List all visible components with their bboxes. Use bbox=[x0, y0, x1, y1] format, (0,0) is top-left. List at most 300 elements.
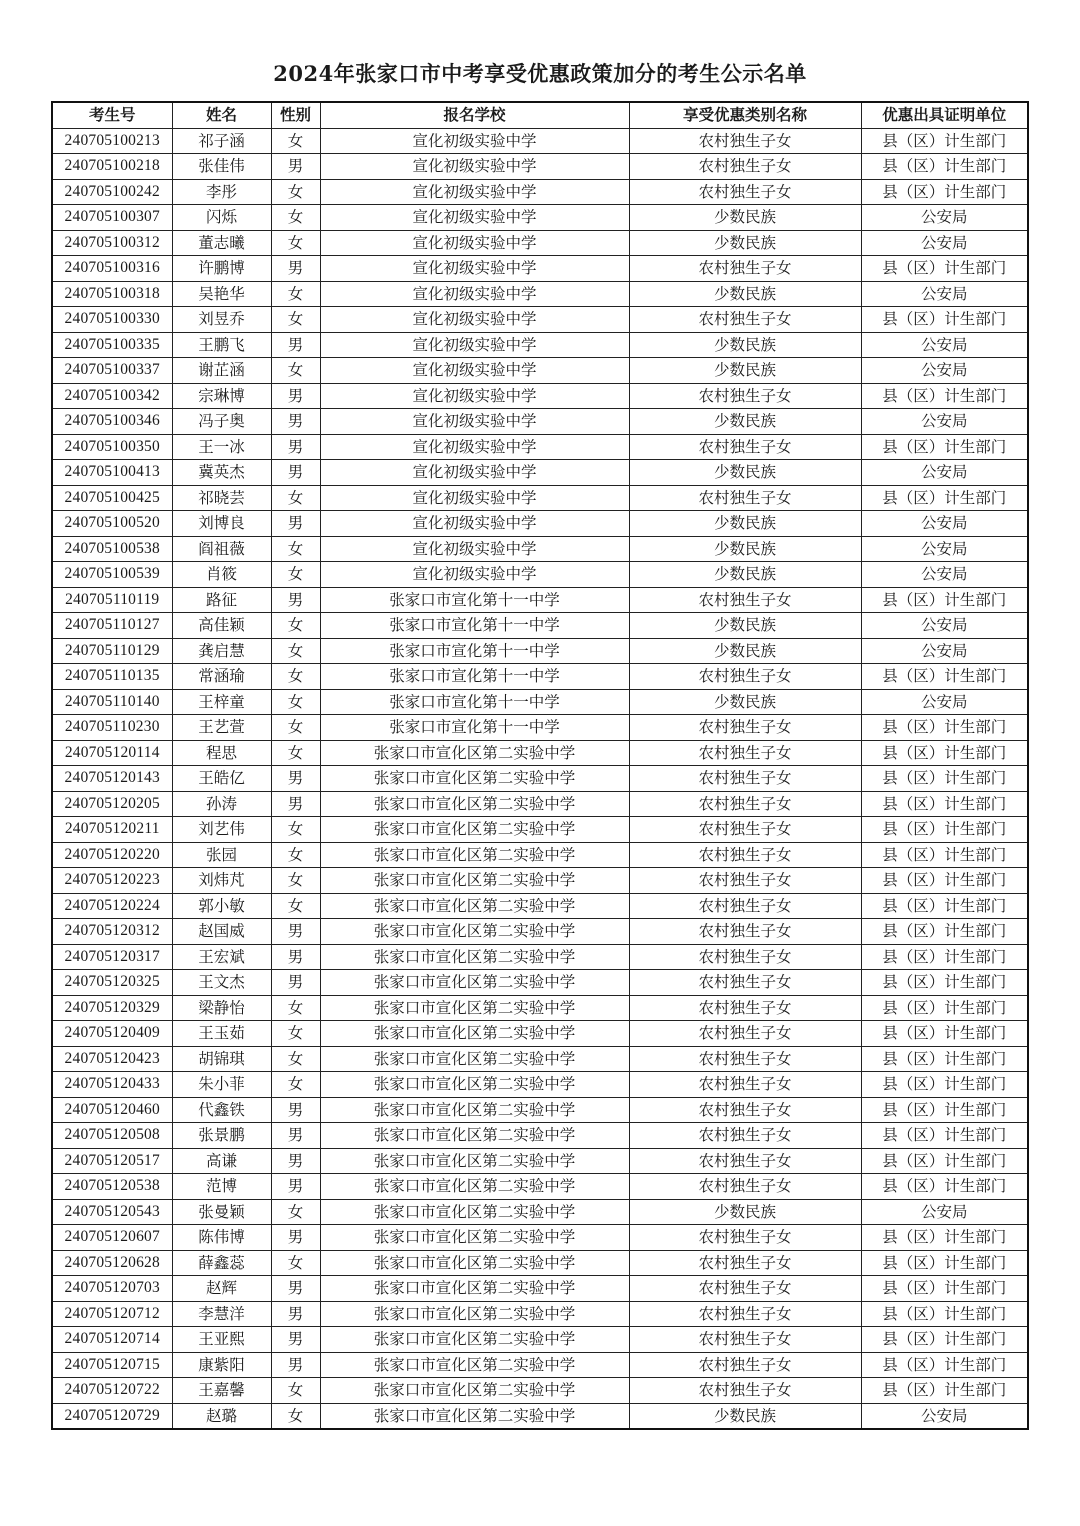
cell-name: 王艺萱 bbox=[172, 715, 271, 741]
cell-school: 宣化初级实验中学 bbox=[320, 205, 629, 231]
table-row bbox=[52, 817, 1028, 843]
cell-issuer: 县（区）计生部门 bbox=[861, 434, 1028, 460]
cell-issuer: 公安局 bbox=[861, 460, 1028, 486]
cell-gender: 女 bbox=[271, 817, 320, 843]
cell-name: 闪烁 bbox=[172, 205, 271, 231]
cell-gender: 男 bbox=[271, 434, 320, 460]
cell-name: 李彤 bbox=[172, 179, 271, 205]
cell-school: 张家口市宣化区第二实验中学 bbox=[320, 1352, 629, 1378]
cell-category: 农村独生子女 bbox=[629, 740, 861, 766]
cell-exam-id: 240705100213 bbox=[52, 128, 172, 154]
cell-gender: 男 bbox=[271, 383, 320, 409]
table-row bbox=[52, 179, 1028, 205]
cell-gender: 女 bbox=[271, 740, 320, 766]
cell-gender: 男 bbox=[271, 1301, 320, 1327]
cell-exam-id: 240705100318 bbox=[52, 281, 172, 307]
cell-name: 谢芷涵 bbox=[172, 358, 271, 384]
cell-school: 张家口市宣化区第二实验中学 bbox=[320, 766, 629, 792]
cell-category: 少数民族 bbox=[629, 230, 861, 256]
cell-school: 张家口市宣化区第二实验中学 bbox=[320, 1046, 629, 1072]
cell-school: 张家口市宣化第十一中学 bbox=[320, 664, 629, 690]
cell-exam-id: 240705100307 bbox=[52, 205, 172, 231]
cell-exam-id: 240705120409 bbox=[52, 1021, 172, 1047]
cell-issuer: 县（区）计生部门 bbox=[861, 868, 1028, 894]
cell-exam-id: 240705110135 bbox=[52, 664, 172, 690]
table-row bbox=[52, 536, 1028, 562]
cell-gender: 男 bbox=[271, 1123, 320, 1149]
cell-issuer: 县（区）计生部门 bbox=[861, 154, 1028, 180]
cell-name: 冀英杰 bbox=[172, 460, 271, 486]
table-row bbox=[52, 919, 1028, 945]
cell-school: 宣化初级实验中学 bbox=[320, 307, 629, 333]
table-row bbox=[52, 664, 1028, 690]
cell-name: 王梓童 bbox=[172, 689, 271, 715]
cell-gender: 男 bbox=[271, 1174, 320, 1200]
cell-name: 刘博良 bbox=[172, 511, 271, 537]
cell-name: 祁晓芸 bbox=[172, 485, 271, 511]
cell-school: 张家口市宣化区第二实验中学 bbox=[320, 1301, 629, 1327]
cell-school: 张家口市宣化第十一中学 bbox=[320, 689, 629, 715]
cell-gender: 女 bbox=[271, 715, 320, 741]
cell-issuer: 公安局 bbox=[861, 1199, 1028, 1225]
cell-exam-id: 240705120628 bbox=[52, 1250, 172, 1276]
cell-issuer: 县（区）计生部门 bbox=[861, 1097, 1028, 1123]
cell-school: 张家口市宣化区第二实验中学 bbox=[320, 1174, 629, 1200]
cell-school: 宣化初级实验中学 bbox=[320, 460, 629, 486]
header-category: 享受优惠类别名称 bbox=[629, 102, 861, 128]
cell-gender: 男 bbox=[271, 332, 320, 358]
table-row bbox=[52, 1123, 1028, 1149]
cell-exam-id: 240705100346 bbox=[52, 409, 172, 435]
cell-name: 王嘉馨 bbox=[172, 1378, 271, 1404]
cell-exam-id: 240705120538 bbox=[52, 1174, 172, 1200]
cell-category: 少数民族 bbox=[629, 1199, 861, 1225]
cell-name: 冯子奥 bbox=[172, 409, 271, 435]
table-row bbox=[52, 281, 1028, 307]
table-row bbox=[52, 1174, 1028, 1200]
cell-school: 张家口市宣化区第二实验中学 bbox=[320, 740, 629, 766]
cell-school: 张家口市宣化区第二实验中学 bbox=[320, 1097, 629, 1123]
cell-exam-id: 240705120543 bbox=[52, 1199, 172, 1225]
cell-issuer: 县（区）计生部门 bbox=[861, 1046, 1028, 1072]
cell-school: 张家口市宣化区第二实验中学 bbox=[320, 1148, 629, 1174]
cell-exam-id: 240705120223 bbox=[52, 868, 172, 894]
cell-gender: 男 bbox=[271, 154, 320, 180]
cell-gender: 女 bbox=[271, 562, 320, 588]
table-row bbox=[52, 944, 1028, 970]
cell-name: 梁静怡 bbox=[172, 995, 271, 1021]
cell-gender: 男 bbox=[271, 460, 320, 486]
cell-issuer: 县（区）计生部门 bbox=[861, 485, 1028, 511]
cell-exam-id: 240705120508 bbox=[52, 1123, 172, 1149]
cell-issuer: 公安局 bbox=[861, 1403, 1028, 1429]
table-row bbox=[52, 562, 1028, 588]
cell-gender: 女 bbox=[271, 893, 320, 919]
cell-exam-id: 240705120205 bbox=[52, 791, 172, 817]
cell-issuer: 公安局 bbox=[861, 230, 1028, 256]
cell-category: 少数民族 bbox=[629, 281, 861, 307]
cell-exam-id: 240705120517 bbox=[52, 1148, 172, 1174]
cell-issuer: 县（区）计生部门 bbox=[861, 1021, 1028, 1047]
cell-category: 少数民族 bbox=[629, 358, 861, 384]
cell-issuer: 县（区）计生部门 bbox=[861, 766, 1028, 792]
cell-category: 农村独生子女 bbox=[629, 1301, 861, 1327]
cell-name: 王一冰 bbox=[172, 434, 271, 460]
cell-name: 赵璐 bbox=[172, 1403, 271, 1429]
cell-name: 张佳伟 bbox=[172, 154, 271, 180]
cell-exam-id: 240705100335 bbox=[52, 332, 172, 358]
cell-category: 农村独生子女 bbox=[629, 383, 861, 409]
cell-school: 张家口市宣化区第二实验中学 bbox=[320, 1327, 629, 1353]
cell-gender: 男 bbox=[271, 970, 320, 996]
cell-name: 王文杰 bbox=[172, 970, 271, 996]
cell-exam-id: 240705120729 bbox=[52, 1403, 172, 1429]
cell-category: 农村独生子女 bbox=[629, 1123, 861, 1149]
table-row bbox=[52, 434, 1028, 460]
cell-gender: 男 bbox=[271, 587, 320, 613]
cell-school: 张家口市宣化区第二实验中学 bbox=[320, 868, 629, 894]
cell-school: 张家口市宣化第十一中学 bbox=[320, 638, 629, 664]
cell-issuer: 县（区）计生部门 bbox=[861, 1301, 1028, 1327]
cell-name: 刘昱乔 bbox=[172, 307, 271, 333]
cell-school: 宣化初级实验中学 bbox=[320, 281, 629, 307]
cell-issuer: 县（区）计生部门 bbox=[861, 842, 1028, 868]
cell-gender: 女 bbox=[271, 1250, 320, 1276]
cell-gender: 男 bbox=[271, 1352, 320, 1378]
cell-category: 农村独生子女 bbox=[629, 307, 861, 333]
cell-category: 少数民族 bbox=[629, 613, 861, 639]
table-row bbox=[52, 1378, 1028, 1404]
cell-school: 张家口市宣化区第二实验中学 bbox=[320, 1123, 629, 1149]
cell-exam-id: 240705100218 bbox=[52, 154, 172, 180]
cell-name: 许鹏博 bbox=[172, 256, 271, 282]
cell-school: 宣化初级实验中学 bbox=[320, 485, 629, 511]
cell-school: 宣化初级实验中学 bbox=[320, 358, 629, 384]
cell-exam-id: 240705120211 bbox=[52, 817, 172, 843]
cell-issuer: 县（区）计生部门 bbox=[861, 128, 1028, 154]
cell-issuer: 县（区）计生部门 bbox=[861, 1276, 1028, 1302]
cell-category: 少数民族 bbox=[629, 409, 861, 435]
table-row bbox=[52, 256, 1028, 282]
table-row bbox=[52, 970, 1028, 996]
cell-exam-id: 240705120433 bbox=[52, 1072, 172, 1098]
cell-name: 肖筱 bbox=[172, 562, 271, 588]
table-row bbox=[52, 154, 1028, 180]
cell-issuer: 县（区）计生部门 bbox=[861, 179, 1028, 205]
cell-name: 胡锦琪 bbox=[172, 1046, 271, 1072]
table-row bbox=[52, 1199, 1028, 1225]
roster-table bbox=[51, 101, 1029, 1430]
cell-gender: 女 bbox=[271, 1199, 320, 1225]
page-title: 2024年张家口市中考享受优惠政策加分的考生公示名单 bbox=[273, 61, 807, 86]
cell-issuer: 公安局 bbox=[861, 562, 1028, 588]
cell-gender: 女 bbox=[271, 1403, 320, 1429]
cell-exam-id: 240705110129 bbox=[52, 638, 172, 664]
table-row bbox=[52, 205, 1028, 231]
header-exam-id: 考生号 bbox=[52, 102, 172, 128]
table-row bbox=[52, 511, 1028, 537]
cell-school: 张家口市宣化第十一中学 bbox=[320, 613, 629, 639]
cell-exam-id: 240705100413 bbox=[52, 460, 172, 486]
cell-gender: 男 bbox=[271, 919, 320, 945]
cell-category: 农村独生子女 bbox=[629, 434, 861, 460]
cell-category: 农村独生子女 bbox=[629, 664, 861, 690]
cell-exam-id: 240705120722 bbox=[52, 1378, 172, 1404]
cell-name: 董志曦 bbox=[172, 230, 271, 256]
cell-name: 赵辉 bbox=[172, 1276, 271, 1302]
cell-school: 宣化初级实验中学 bbox=[320, 230, 629, 256]
cell-issuer: 公安局 bbox=[861, 409, 1028, 435]
table-row bbox=[52, 1352, 1028, 1378]
table-row bbox=[52, 1148, 1028, 1174]
table-row bbox=[52, 1097, 1028, 1123]
cell-exam-id: 240705120317 bbox=[52, 944, 172, 970]
table-header-row bbox=[52, 102, 1028, 128]
cell-gender: 女 bbox=[271, 689, 320, 715]
cell-category: 农村独生子女 bbox=[629, 1327, 861, 1353]
cell-gender: 女 bbox=[271, 205, 320, 231]
cell-school: 宣化初级实验中学 bbox=[320, 511, 629, 537]
cell-exam-id: 240705120460 bbox=[52, 1097, 172, 1123]
cell-school: 张家口市宣化区第二实验中学 bbox=[320, 1250, 629, 1276]
cell-school: 张家口市宣化区第二实验中学 bbox=[320, 1378, 629, 1404]
cell-exam-id: 240705120114 bbox=[52, 740, 172, 766]
cell-name: 刘艺伟 bbox=[172, 817, 271, 843]
cell-gender: 女 bbox=[271, 485, 320, 511]
table-row bbox=[52, 995, 1028, 1021]
cell-issuer: 公安局 bbox=[861, 205, 1028, 231]
cell-category: 农村独生子女 bbox=[629, 128, 861, 154]
cell-name: 阎祖薇 bbox=[172, 536, 271, 562]
cell-gender: 女 bbox=[271, 230, 320, 256]
cell-name: 薛鑫蕊 bbox=[172, 1250, 271, 1276]
cell-gender: 女 bbox=[271, 179, 320, 205]
cell-name: 程思 bbox=[172, 740, 271, 766]
cell-name: 路征 bbox=[172, 587, 271, 613]
table-row bbox=[52, 715, 1028, 741]
cell-school: 张家口市宣化区第二实验中学 bbox=[320, 1021, 629, 1047]
cell-name: 王亚熙 bbox=[172, 1327, 271, 1353]
table-row bbox=[52, 613, 1028, 639]
cell-name: 宗琳博 bbox=[172, 383, 271, 409]
cell-school: 宣化初级实验中学 bbox=[320, 434, 629, 460]
cell-category: 农村独生子女 bbox=[629, 766, 861, 792]
cell-gender: 女 bbox=[271, 664, 320, 690]
cell-school: 宣化初级实验中学 bbox=[320, 154, 629, 180]
cell-exam-id: 240705110230 bbox=[52, 715, 172, 741]
cell-school: 张家口市宣化区第二实验中学 bbox=[320, 893, 629, 919]
cell-issuer: 县（区）计生部门 bbox=[861, 944, 1028, 970]
cell-name: 祁子涵 bbox=[172, 128, 271, 154]
cell-category: 农村独生子女 bbox=[629, 817, 861, 843]
table-row bbox=[52, 1046, 1028, 1072]
cell-school: 宣化初级实验中学 bbox=[320, 128, 629, 154]
cell-exam-id: 240705100539 bbox=[52, 562, 172, 588]
cell-category: 农村独生子女 bbox=[629, 1276, 861, 1302]
cell-school: 张家口市宣化区第二实验中学 bbox=[320, 791, 629, 817]
cell-category: 农村独生子女 bbox=[629, 1148, 861, 1174]
cell-school: 张家口市宣化区第二实验中学 bbox=[320, 995, 629, 1021]
cell-school: 张家口市宣化区第二实验中学 bbox=[320, 919, 629, 945]
cell-exam-id: 240705120224 bbox=[52, 893, 172, 919]
cell-school: 张家口市宣化区第二实验中学 bbox=[320, 842, 629, 868]
table-row bbox=[52, 332, 1028, 358]
cell-category: 农村独生子女 bbox=[629, 1046, 861, 1072]
table-row bbox=[52, 1072, 1028, 1098]
cell-category: 农村独生子女 bbox=[629, 1378, 861, 1404]
cell-category: 少数民族 bbox=[629, 638, 861, 664]
cell-gender: 女 bbox=[271, 358, 320, 384]
cell-school: 宣化初级实验中学 bbox=[320, 383, 629, 409]
cell-issuer: 县（区）计生部门 bbox=[861, 893, 1028, 919]
cell-exam-id: 240705100538 bbox=[52, 536, 172, 562]
table-row bbox=[52, 638, 1028, 664]
cell-school: 宣化初级实验中学 bbox=[320, 536, 629, 562]
cell-issuer: 县（区）计生部门 bbox=[861, 1225, 1028, 1251]
cell-gender: 女 bbox=[271, 638, 320, 664]
cell-exam-id: 240705110119 bbox=[52, 587, 172, 613]
table-row bbox=[52, 791, 1028, 817]
cell-exam-id: 240705120329 bbox=[52, 995, 172, 1021]
cell-gender: 男 bbox=[271, 1148, 320, 1174]
cell-category: 农村独生子女 bbox=[629, 970, 861, 996]
cell-gender: 女 bbox=[271, 1021, 320, 1047]
cell-name: 王玉茹 bbox=[172, 1021, 271, 1047]
table-row bbox=[52, 1250, 1028, 1276]
cell-gender: 女 bbox=[271, 1072, 320, 1098]
cell-category: 少数民族 bbox=[629, 689, 861, 715]
cell-exam-id: 240705100330 bbox=[52, 307, 172, 333]
cell-category: 少数民族 bbox=[629, 205, 861, 231]
cell-issuer: 公安局 bbox=[861, 536, 1028, 562]
cell-exam-id: 240705110127 bbox=[52, 613, 172, 639]
cell-name: 代鑫铁 bbox=[172, 1097, 271, 1123]
cell-school: 张家口市宣化区第二实验中学 bbox=[320, 817, 629, 843]
cell-name: 陈伟博 bbox=[172, 1225, 271, 1251]
cell-category: 农村独生子女 bbox=[629, 919, 861, 945]
cell-issuer: 县（区）计生部门 bbox=[861, 1352, 1028, 1378]
table-row bbox=[52, 689, 1028, 715]
cell-category: 少数民族 bbox=[629, 536, 861, 562]
cell-issuer: 县（区）计生部门 bbox=[861, 1072, 1028, 1098]
cell-exam-id: 240705120712 bbox=[52, 1301, 172, 1327]
cell-category: 少数民族 bbox=[629, 332, 861, 358]
cell-school: 宣化初级实验中学 bbox=[320, 179, 629, 205]
table-row bbox=[52, 842, 1028, 868]
cell-name: 赵国威 bbox=[172, 919, 271, 945]
cell-gender: 男 bbox=[271, 1276, 320, 1302]
cell-category: 农村独生子女 bbox=[629, 587, 861, 613]
cell-category: 少数民族 bbox=[629, 511, 861, 537]
cell-exam-id: 240705100337 bbox=[52, 358, 172, 384]
cell-name: 郭小敏 bbox=[172, 893, 271, 919]
table-row bbox=[52, 1021, 1028, 1047]
table-row bbox=[52, 358, 1028, 384]
cell-gender: 女 bbox=[271, 307, 320, 333]
cell-category: 少数民族 bbox=[629, 1403, 861, 1429]
table-row bbox=[52, 766, 1028, 792]
cell-gender: 女 bbox=[271, 1378, 320, 1404]
cell-name: 张曼颖 bbox=[172, 1199, 271, 1225]
cell-issuer: 县（区）计生部门 bbox=[861, 715, 1028, 741]
cell-category: 农村独生子女 bbox=[629, 1352, 861, 1378]
cell-exam-id: 240705100350 bbox=[52, 434, 172, 460]
cell-school: 张家口市宣化区第二实验中学 bbox=[320, 1199, 629, 1225]
cell-category: 农村独生子女 bbox=[629, 154, 861, 180]
cell-category: 农村独生子女 bbox=[629, 485, 861, 511]
cell-school: 张家口市宣化区第二实验中学 bbox=[320, 970, 629, 996]
table-row bbox=[52, 740, 1028, 766]
cell-exam-id: 240705100520 bbox=[52, 511, 172, 537]
cell-gender: 男 bbox=[271, 766, 320, 792]
cell-issuer: 县（区）计生部门 bbox=[861, 1148, 1028, 1174]
cell-issuer: 县（区）计生部门 bbox=[861, 791, 1028, 817]
cell-issuer: 县（区）计生部门 bbox=[861, 1250, 1028, 1276]
table-row bbox=[52, 868, 1028, 894]
cell-category: 农村独生子女 bbox=[629, 995, 861, 1021]
cell-name: 常涵瑜 bbox=[172, 664, 271, 690]
cell-name: 康紫阳 bbox=[172, 1352, 271, 1378]
cell-school: 张家口市宣化区第二实验中学 bbox=[320, 1072, 629, 1098]
cell-gender: 男 bbox=[271, 256, 320, 282]
cell-category: 农村独生子女 bbox=[629, 715, 861, 741]
cell-exam-id: 240705100316 bbox=[52, 256, 172, 282]
cell-name: 高谦 bbox=[172, 1148, 271, 1174]
cell-category: 农村独生子女 bbox=[629, 1097, 861, 1123]
table-row bbox=[52, 485, 1028, 511]
cell-gender: 男 bbox=[271, 1225, 320, 1251]
cell-gender: 男 bbox=[271, 944, 320, 970]
header-school: 报名学校 bbox=[320, 102, 629, 128]
cell-school: 宣化初级实验中学 bbox=[320, 562, 629, 588]
cell-gender: 女 bbox=[271, 613, 320, 639]
cell-gender: 男 bbox=[271, 409, 320, 435]
cell-category: 农村独生子女 bbox=[629, 1072, 861, 1098]
cell-issuer: 公安局 bbox=[861, 281, 1028, 307]
cell-name: 范博 bbox=[172, 1174, 271, 1200]
cell-issuer: 公安局 bbox=[861, 332, 1028, 358]
cell-category: 农村独生子女 bbox=[629, 1174, 861, 1200]
cell-name: 孙涛 bbox=[172, 791, 271, 817]
cell-issuer: 县（区）计生部门 bbox=[861, 1378, 1028, 1404]
cell-school: 张家口市宣化区第二实验中学 bbox=[320, 1403, 629, 1429]
cell-category: 农村独生子女 bbox=[629, 868, 861, 894]
cell-issuer: 县（区）计生部门 bbox=[861, 970, 1028, 996]
cell-category: 农村独生子女 bbox=[629, 1225, 861, 1251]
cell-category: 农村独生子女 bbox=[629, 944, 861, 970]
cell-exam-id: 240705120220 bbox=[52, 842, 172, 868]
table-row bbox=[52, 128, 1028, 154]
cell-category: 农村独生子女 bbox=[629, 179, 861, 205]
table-row bbox=[52, 460, 1028, 486]
cell-issuer: 县（区）计生部门 bbox=[861, 1327, 1028, 1353]
cell-issuer: 县（区）计生部门 bbox=[861, 1174, 1028, 1200]
cell-issuer: 县（区）计生部门 bbox=[861, 307, 1028, 333]
cell-gender: 男 bbox=[271, 791, 320, 817]
cell-issuer: 县（区）计生部门 bbox=[861, 740, 1028, 766]
cell-school: 张家口市宣化区第二实验中学 bbox=[320, 944, 629, 970]
cell-gender: 女 bbox=[271, 842, 320, 868]
cell-gender: 女 bbox=[271, 128, 320, 154]
cell-issuer: 县（区）计生部门 bbox=[861, 587, 1028, 613]
cell-issuer: 公安局 bbox=[861, 613, 1028, 639]
cell-issuer: 县（区）计生部门 bbox=[861, 383, 1028, 409]
cell-gender: 女 bbox=[271, 281, 320, 307]
cell-category: 农村独生子女 bbox=[629, 1250, 861, 1276]
cell-school: 张家口市宣化第十一中学 bbox=[320, 715, 629, 741]
cell-gender: 女 bbox=[271, 868, 320, 894]
cell-gender: 男 bbox=[271, 1097, 320, 1123]
